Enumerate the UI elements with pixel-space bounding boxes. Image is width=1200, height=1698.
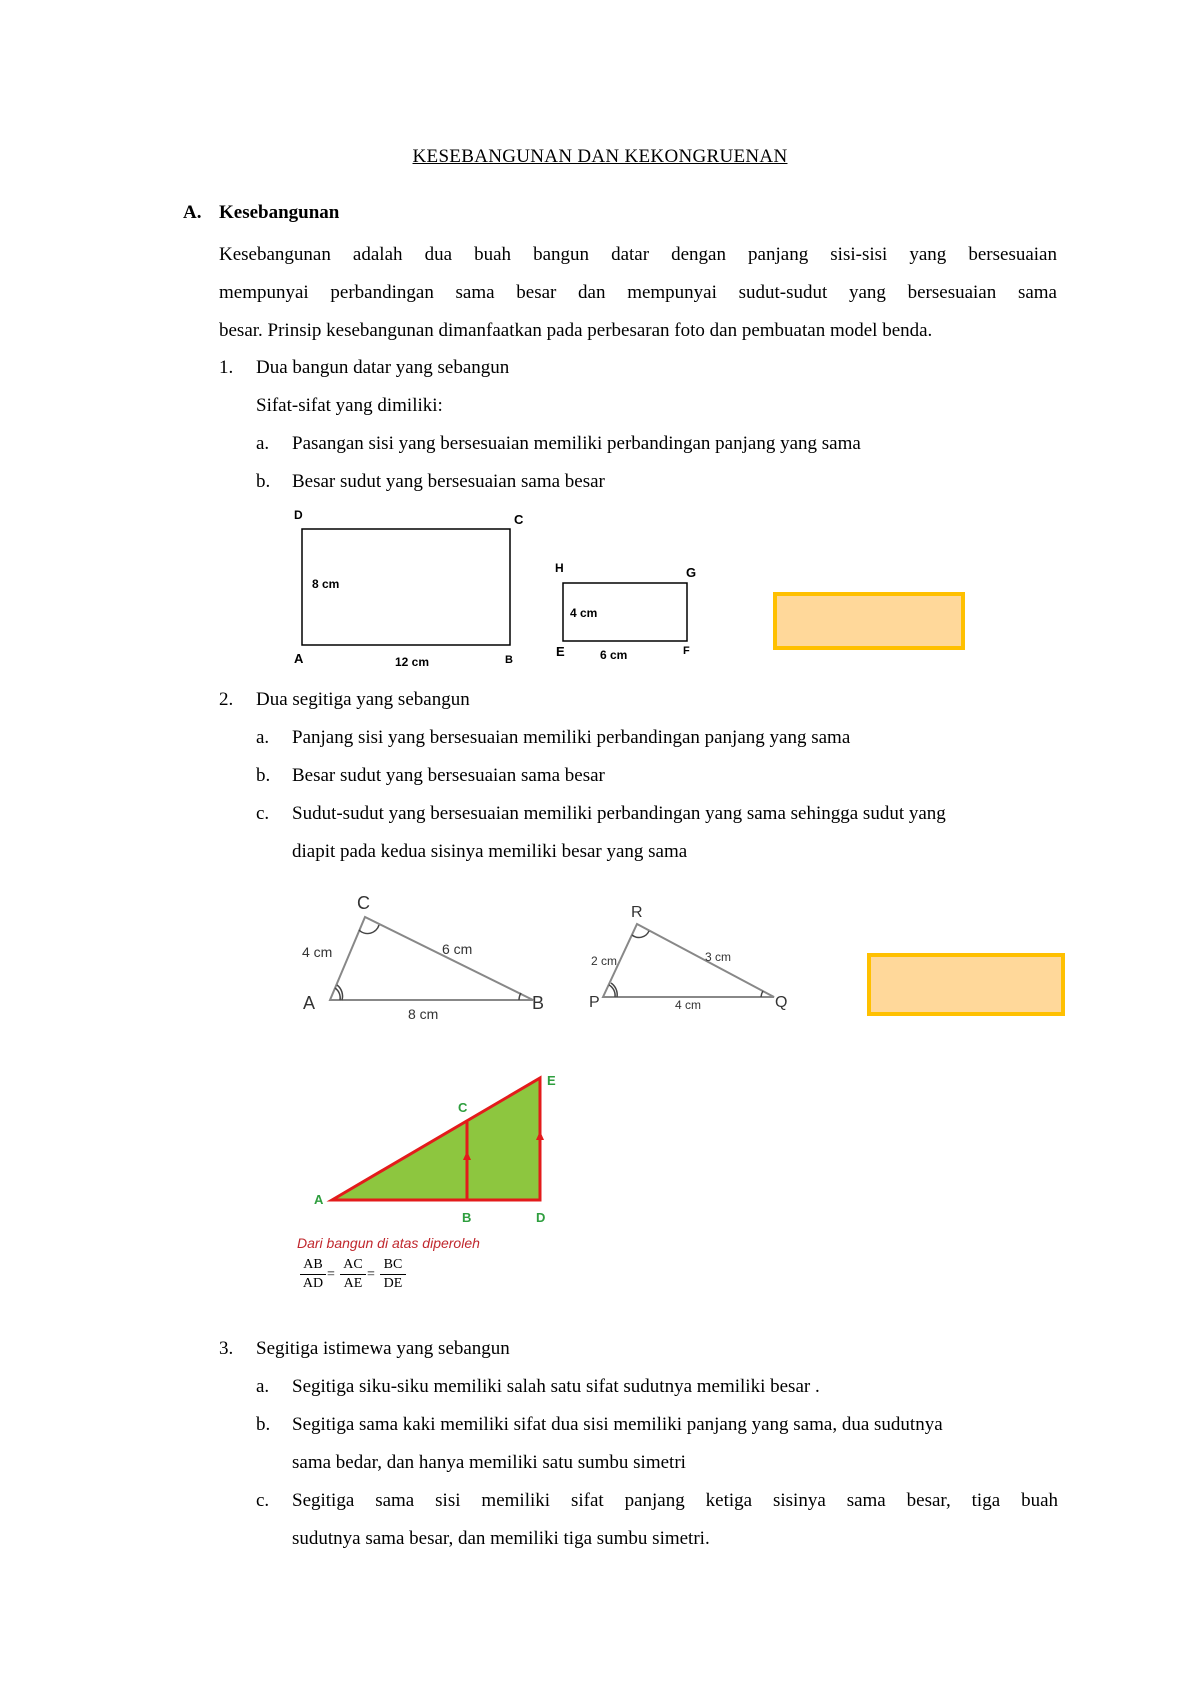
section-a-letter: A. (183, 202, 202, 223)
item-2b-letter: b. (256, 765, 271, 786)
answer-box-2[interactable] (867, 953, 1065, 1016)
label-3cm: 3 cm (705, 950, 732, 964)
answer-box-1[interactable] (773, 592, 965, 650)
triangles-figure (295, 885, 805, 1020)
label-a: A (294, 651, 304, 666)
label-q: Q (775, 994, 788, 1011)
label-b: B (505, 654, 513, 666)
label-e: E (547, 1073, 556, 1088)
item-1-number: 1. (219, 357, 234, 378)
label-8cm: 8 cm (312, 577, 340, 591)
item-3-text: Segitiga istimewa yang sebangun (256, 1338, 510, 1359)
frac2-numerator: AC (343, 1257, 363, 1272)
item-1-subtitle: Sifat-sifat yang dimiliki: (256, 395, 443, 416)
item-3c-letter: c. (256, 1490, 270, 1511)
item-1a-letter: a. (256, 433, 270, 454)
label-2cm: 2 cm (591, 954, 618, 968)
frac3-denominator: DE (380, 1274, 406, 1293)
label-c: C (458, 1100, 468, 1115)
frac2-denominator: AE (340, 1274, 366, 1293)
green-triangle-figure (310, 1068, 570, 1228)
label-6cm: 6 cm (600, 648, 628, 662)
item-1b-text: Besar sudut yang bersesuaian sama besar (292, 471, 605, 492)
rectangles-figure (280, 505, 720, 670)
label-4cm: 4 cm (570, 606, 598, 620)
item-2-text: Dua segitiga yang sebangun (256, 689, 470, 710)
item-3c-line-2: sudutnya sama besar, dan memiliki tiga sumbu simetri. (292, 1528, 710, 1549)
section-a-heading: Kesebangunan (219, 202, 340, 223)
item-3b-letter: b. (256, 1414, 271, 1435)
label-b: B (532, 993, 545, 1013)
frac1-denominator: AD (300, 1274, 326, 1293)
item-3a-letter: a. (256, 1376, 270, 1397)
label-c: C (514, 512, 524, 527)
triangle-ade (332, 1078, 540, 1200)
item-3b-line-1: Segitiga sama kaki memiliki sifat dua sisi memiliki panjang yang sama, dua sudutnya (292, 1414, 943, 1435)
angle-r-arc (632, 931, 649, 937)
item-3b-line-2: sama bedar, dan hanya memiliki satu sumbu simetri (292, 1452, 686, 1473)
page-title: KESEBANGUNAN DAN KEKONGRUENAN (412, 146, 788, 167)
item-2b-text: Besar sudut yang bersesuaian sama besar (292, 765, 605, 786)
label-h: H (555, 561, 564, 575)
label-12cm: 12 cm (395, 655, 430, 669)
label-g: G (686, 565, 697, 580)
label-b: B (462, 1210, 472, 1225)
item-3a-text: Segitiga siku-siku memiliki salah satu sifat sudutnya memiliki besar . (292, 1376, 820, 1397)
item-1b-letter: b. (256, 471, 271, 492)
paragraph-line: Kesebangunan adalah dua buah bangun datar dengan panjang sisi-sisi yang bersesuaian (219, 244, 1057, 265)
label-8cm: 8 cm (408, 1006, 439, 1020)
frac3-numerator: BC (383, 1257, 403, 1272)
item-3-number: 3. (219, 1338, 234, 1359)
label-p: P (589, 994, 600, 1011)
item-2a-letter: a. (256, 727, 270, 748)
item-1-text: Dua bangun datar yang sebangun (256, 357, 510, 378)
label-d: D (536, 1210, 546, 1225)
item-2-number: 2. (219, 689, 234, 710)
paragraph-line: besar. Prinsip kesebangunan dimanfaatkan pada perbesaran foto dan pembuatan model benda. (219, 320, 933, 341)
label-a: A (303, 993, 316, 1013)
section-a-paragraph (219, 236, 1057, 350)
label-e: E (556, 644, 565, 659)
equals-sign: = (327, 1267, 335, 1282)
triangle-abc (330, 917, 533, 1000)
item-2c-line-1: Sudut-sudut yang bersesuaian memiliki perbandingan yang sama sehingga sudut yang (292, 803, 946, 824)
figure-caption: Dari bangun di atas diperoleh (297, 1235, 480, 1251)
label-6cm: 6 cm (442, 941, 473, 957)
item-2c-letter: c. (256, 803, 270, 824)
triangle-pqr (603, 924, 774, 997)
label-4cm: 4 cm (302, 944, 333, 960)
item-3c-line-1 (292, 1490, 1058, 1512)
item-2c-line-2: diapit pada kedua sisinya memiliki besar yang sama (292, 841, 688, 862)
label-r: R (631, 904, 643, 921)
label-4cm: 4 cm (675, 998, 702, 1012)
label-f: F (683, 645, 690, 657)
angle-a-arc (335, 988, 340, 1000)
label-c: C (357, 893, 370, 913)
item-3c-line-1-text: Segitiga sama sisi memiliki sifat panjang ketiga sisinya sama besar, tiga buah (292, 1490, 1058, 1511)
item-2a-text: Panjang sisi yang bersesuaian memiliki perbandingan panjang yang sama (292, 727, 851, 748)
label-a: A (314, 1192, 324, 1207)
label-d: D (294, 508, 303, 522)
item-1a-text: Pasangan sisi yang bersesuaian memiliki perbandingan panjang yang sama (292, 433, 861, 454)
equals-sign: = (367, 1267, 375, 1282)
frac1-numerator: AB (303, 1257, 323, 1272)
paragraph-line: mempunyai perbandingan sama besar dan mempunyai sudut-sudut yang bersesuaian sama (219, 282, 1057, 303)
